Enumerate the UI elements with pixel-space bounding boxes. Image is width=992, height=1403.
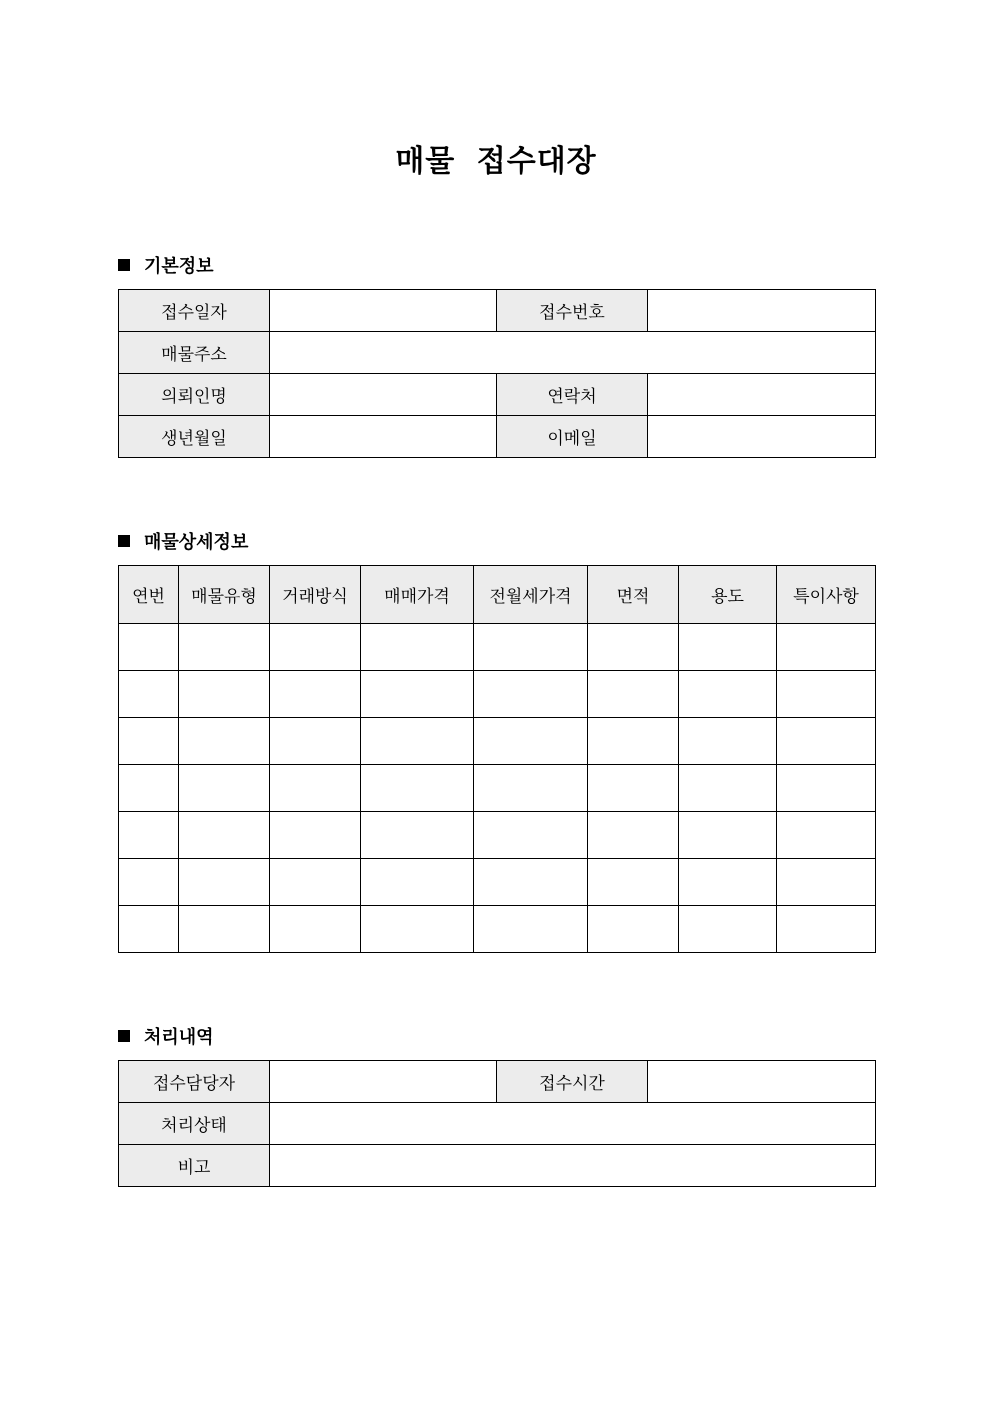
section-heading-basic-info bbox=[118, 253, 214, 277]
receipt-date-field[interactable] bbox=[270, 290, 497, 332]
property-type-cell[interactable] bbox=[179, 624, 270, 671]
section-heading-label: 기본정보 bbox=[144, 256, 214, 277]
notes-cell[interactable] bbox=[777, 765, 876, 812]
receipt-date-label: 접수일자 bbox=[119, 290, 270, 332]
receipt-number-label: 접수번호 bbox=[497, 290, 648, 332]
column-header-area: 면적 bbox=[588, 566, 679, 624]
remarks-field[interactable] bbox=[270, 1145, 876, 1187]
notes-cell[interactable] bbox=[777, 624, 876, 671]
serial-cell[interactable] bbox=[119, 812, 179, 859]
table-row bbox=[119, 671, 876, 718]
property-type-cell[interactable] bbox=[179, 906, 270, 953]
table-row bbox=[119, 906, 876, 953]
transaction-type-cell[interactable] bbox=[270, 718, 361, 765]
usage-cell[interactable] bbox=[679, 812, 777, 859]
property-address-label: 매물주소 bbox=[119, 332, 270, 374]
receipt-time-field[interactable] bbox=[648, 1061, 876, 1103]
sale-price-cell[interactable] bbox=[361, 624, 474, 671]
square-bullet-icon bbox=[118, 259, 130, 271]
receipt-number-field[interactable] bbox=[648, 290, 876, 332]
table-row bbox=[119, 624, 876, 671]
contact-label: 연락처 bbox=[497, 374, 648, 416]
email-label: 이메일 bbox=[497, 416, 648, 458]
handler-label: 접수담당자 bbox=[119, 1061, 270, 1103]
usage-cell[interactable] bbox=[679, 859, 777, 906]
notes-cell[interactable] bbox=[777, 859, 876, 906]
property-type-cell[interactable] bbox=[179, 812, 270, 859]
rent-price-cell[interactable] bbox=[474, 765, 588, 812]
table-row bbox=[119, 374, 876, 416]
serial-cell[interactable] bbox=[119, 765, 179, 812]
table-row bbox=[119, 416, 876, 458]
transaction-type-cell[interactable] bbox=[270, 624, 361, 671]
table-row bbox=[119, 290, 876, 332]
page-title: 매물 접수대장 bbox=[395, 144, 597, 179]
basic-info-table bbox=[118, 289, 876, 458]
usage-cell[interactable] bbox=[679, 624, 777, 671]
usage-cell[interactable] bbox=[679, 718, 777, 765]
contact-field[interactable] bbox=[648, 374, 876, 416]
client-name-field[interactable] bbox=[270, 374, 497, 416]
serial-cell[interactable] bbox=[119, 718, 179, 765]
birth-date-label: 생년월일 bbox=[119, 416, 270, 458]
usage-cell[interactable] bbox=[679, 765, 777, 812]
birth-date-field[interactable] bbox=[270, 416, 497, 458]
remarks-label: 비고 bbox=[119, 1145, 270, 1187]
column-header-transaction-type: 거래방식 bbox=[270, 566, 361, 624]
area-cell[interactable] bbox=[588, 718, 679, 765]
area-cell[interactable] bbox=[588, 812, 679, 859]
sale-price-cell[interactable] bbox=[361, 812, 474, 859]
section-heading-property-details bbox=[118, 529, 248, 553]
receipt-time-label: 접수시간 bbox=[497, 1061, 648, 1103]
column-header-notes: 특이사항 bbox=[777, 566, 876, 624]
table-row bbox=[119, 765, 876, 812]
client-name-label: 의뢰인명 bbox=[119, 374, 270, 416]
sale-price-cell[interactable] bbox=[361, 906, 474, 953]
transaction-type-cell[interactable] bbox=[270, 906, 361, 953]
status-field[interactable] bbox=[270, 1103, 876, 1145]
transaction-type-cell[interactable] bbox=[270, 765, 361, 812]
handler-field[interactable] bbox=[270, 1061, 497, 1103]
serial-cell[interactable] bbox=[119, 624, 179, 671]
area-cell[interactable] bbox=[588, 859, 679, 906]
processing-table bbox=[118, 1060, 876, 1187]
column-header-property-type: 매물유형 bbox=[179, 566, 270, 624]
status-label: 처리상태 bbox=[119, 1103, 270, 1145]
area-cell[interactable] bbox=[588, 765, 679, 812]
area-cell[interactable] bbox=[588, 906, 679, 953]
email-field[interactable] bbox=[648, 416, 876, 458]
area-cell[interactable] bbox=[588, 624, 679, 671]
notes-cell[interactable] bbox=[777, 718, 876, 765]
table-row bbox=[119, 1061, 876, 1103]
table-header-row bbox=[119, 566, 876, 624]
usage-cell[interactable] bbox=[679, 671, 777, 718]
section-heading-label: 처리내역 bbox=[144, 1027, 214, 1048]
usage-cell[interactable] bbox=[679, 906, 777, 953]
column-header-usage: 용도 bbox=[679, 566, 777, 624]
table-row bbox=[119, 859, 876, 906]
table-row bbox=[119, 332, 876, 374]
notes-cell[interactable] bbox=[777, 671, 876, 718]
rent-price-cell[interactable] bbox=[474, 812, 588, 859]
square-bullet-icon bbox=[118, 535, 130, 547]
table-row bbox=[119, 812, 876, 859]
property-type-cell[interactable] bbox=[179, 859, 270, 906]
rent-price-cell[interactable] bbox=[474, 671, 588, 718]
column-header-serial: 연번 bbox=[119, 566, 179, 624]
area-cell[interactable] bbox=[588, 671, 679, 718]
sale-price-cell[interactable] bbox=[361, 859, 474, 906]
property-type-cell[interactable] bbox=[179, 671, 270, 718]
square-bullet-icon bbox=[118, 1030, 130, 1042]
notes-cell[interactable] bbox=[777, 812, 876, 859]
transaction-type-cell[interactable] bbox=[270, 671, 361, 718]
rent-price-cell[interactable] bbox=[474, 859, 588, 906]
property-address-field[interactable] bbox=[270, 332, 876, 374]
sale-price-cell[interactable] bbox=[361, 718, 474, 765]
column-header-rent-price: 전월세가격 bbox=[474, 566, 588, 624]
property-type-cell[interactable] bbox=[179, 765, 270, 812]
serial-cell[interactable] bbox=[119, 671, 179, 718]
table-row bbox=[119, 1145, 876, 1187]
section-heading-label: 매물상세정보 bbox=[144, 532, 249, 553]
transaction-type-cell[interactable] bbox=[270, 812, 361, 859]
serial-cell[interactable] bbox=[119, 906, 179, 953]
rent-price-cell[interactable] bbox=[474, 718, 588, 765]
notes-cell[interactable] bbox=[777, 906, 876, 953]
property-details-table bbox=[118, 565, 876, 953]
transaction-type-cell[interactable] bbox=[270, 859, 361, 906]
rent-price-cell[interactable] bbox=[474, 906, 588, 953]
rent-price-cell[interactable] bbox=[474, 624, 588, 671]
property-type-cell[interactable] bbox=[179, 718, 270, 765]
column-header-sale-price: 매매가격 bbox=[361, 566, 474, 624]
table-row bbox=[119, 718, 876, 765]
sale-price-cell[interactable] bbox=[361, 765, 474, 812]
section-heading-processing bbox=[118, 1024, 214, 1048]
serial-cell[interactable] bbox=[119, 859, 179, 906]
sale-price-cell[interactable] bbox=[361, 671, 474, 718]
table-row bbox=[119, 1103, 876, 1145]
